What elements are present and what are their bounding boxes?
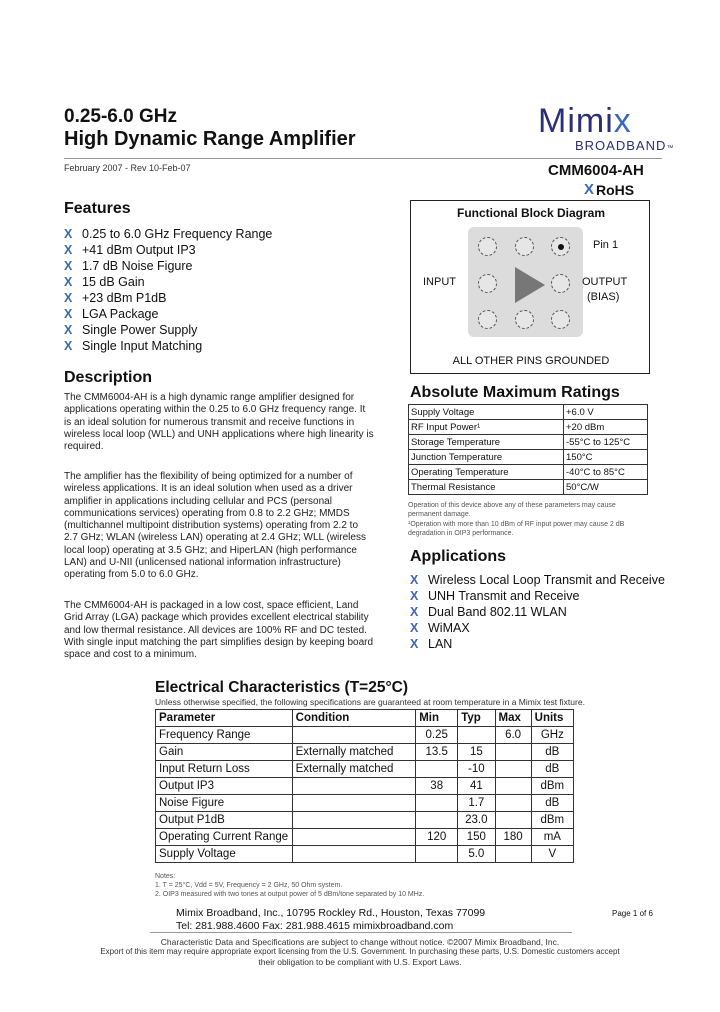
table-cell	[292, 795, 416, 812]
table-cell: dBm	[531, 778, 573, 795]
table-cell: 23.0	[458, 812, 495, 829]
rating-parameter: Storage Temperature	[409, 435, 564, 450]
application-item	[410, 588, 665, 604]
table-row	[156, 727, 574, 744]
feature-item-text: +23 dBm P1dB	[82, 291, 167, 305]
table-row	[156, 778, 574, 795]
rating-parameter: Operating Temperature	[409, 465, 564, 480]
abs-max-row	[409, 465, 648, 480]
feature-item	[64, 338, 272, 354]
table-cell: 38	[416, 778, 458, 795]
table-cell: Externally matched	[292, 761, 416, 778]
feature-item	[64, 290, 272, 306]
pin1-dot-icon	[558, 244, 564, 250]
table-cell: GHz	[531, 727, 573, 744]
rating-value: +6.0 V	[564, 405, 648, 420]
application-item	[410, 620, 665, 636]
functional-block-diagram	[410, 200, 650, 374]
abs-max-row	[409, 405, 648, 420]
table-cell	[292, 812, 416, 829]
rating-value: 50°C/W	[564, 480, 648, 495]
footer-company-address: Mimix Broadband, Inc., 10795 Rockley Rd., Houston, Texas 77099	[176, 907, 486, 919]
table-cell: Operating Current Range	[156, 829, 293, 846]
column-header: Parameter	[156, 710, 293, 727]
amplifier-triangle-icon	[515, 267, 545, 303]
bullet-x-icon: X	[64, 227, 73, 241]
bullet-x-icon: X	[64, 275, 73, 289]
table-cell: 5.0	[458, 846, 495, 863]
abs-max-note-2: ¹Operation with more than 10 dBm of RF input power may cause 2 dB degradation in OIP3 performance.	[408, 521, 625, 537]
table-cell: 150	[458, 829, 495, 846]
table-cell	[416, 846, 458, 863]
rating-value: -40°C to 85°C	[564, 465, 648, 480]
rating-parameter: RF Input Power¹	[409, 420, 564, 435]
table-row	[156, 846, 574, 863]
trademark-mark: ™	[666, 145, 675, 152]
rohs-x-icon: X	[584, 181, 595, 198]
part-number: CMM6004-AH	[548, 162, 644, 179]
rating-value: +20 dBm	[564, 420, 648, 435]
feature-item-text: 0.25 to 6.0 GHz Frequency Range	[82, 227, 273, 241]
feature-item-text: Single Input Matching	[82, 339, 203, 353]
description-paragraph-2: The amplifier has the flexibility of being optimized for a number of wireless applications. It is an ideal solution when used as a driver amplifier in applications including cellular and PCS (personal communications services) operating from 0.8 to 2.2 GHz; MMDS (multichannel multipoint distribution systems) operating from 2.2 to 2.7 GHz; WLAN (wireless LAN) operating at 2.4 GHz; WLL (wireless local loop) operating at 3.5 GHz; and HiperLAN (high performance LAN) and U-NII (unlicensed national information infrastructure) operating from 5.0 to 6.0 GHz.	[64, 471, 366, 581]
table-cell: Externally matched	[292, 744, 416, 761]
rating-value: -55°C to 125°C	[564, 435, 648, 450]
table-cell: dB	[531, 795, 573, 812]
bullet-x-icon: X	[410, 605, 419, 619]
bullet-x-icon: X	[64, 323, 73, 337]
application-item-text: LAN	[428, 637, 453, 651]
feature-item	[64, 322, 272, 338]
application-item-text: WiMAX	[428, 621, 470, 635]
applications-list	[410, 572, 665, 652]
table-cell: 13.5	[416, 744, 458, 761]
rating-parameter: Thermal Resistance	[409, 480, 564, 495]
table-cell	[416, 812, 458, 829]
application-item-text: UNH Transmit and Receive	[428, 589, 580, 603]
features-list	[64, 226, 272, 354]
column-header: Min	[416, 710, 458, 727]
table-cell	[292, 829, 416, 846]
header-rule	[64, 158, 662, 159]
table-cell	[416, 761, 458, 778]
bullet-x-icon: X	[64, 307, 73, 321]
electrical-heading: Electrical Characteristics (T=25°C)	[155, 679, 409, 696]
feature-item-text: LGA Package	[82, 307, 159, 321]
package-pin-input	[478, 274, 497, 293]
electrical-note-1: 1. T = 25°C, Vdd = 5V, Frequency = 2 GHz, 50 Ohm system.	[155, 882, 343, 889]
abs-max-table	[408, 404, 648, 495]
table-cell: V	[531, 846, 573, 863]
electrical-subtitle: Unless otherwise specified, the following specifications are guaranteed at room temperature in a Mimix test fixture.	[155, 697, 585, 707]
feature-item-text: 15 dB Gain	[82, 275, 145, 289]
table-cell	[495, 744, 531, 761]
logo-x-mark: x	[613, 102, 632, 140]
rating-parameter: Junction Temperature	[409, 450, 564, 465]
table-cell: Frequency Range	[156, 727, 293, 744]
feature-item-text: Single Power Supply	[82, 323, 198, 337]
bullet-x-icon: X	[64, 243, 73, 257]
package-pin-1	[551, 237, 570, 256]
table-row	[156, 744, 574, 761]
electrical-notes-heading: Notes:	[155, 873, 176, 880]
column-header: Condition	[292, 710, 416, 727]
table-cell: 0.25	[416, 727, 458, 744]
description-heading: Description	[64, 369, 153, 386]
logo-text: Mimi	[538, 102, 614, 140]
bullet-x-icon: X	[64, 339, 73, 353]
table-row	[156, 795, 574, 812]
company-logo	[538, 102, 632, 141]
bias-label: (BIAS)	[587, 291, 620, 303]
application-item-text: Wireless Local Loop Transmit and Receive	[428, 573, 665, 587]
feature-item	[64, 242, 272, 258]
package-pin	[515, 310, 534, 329]
date-revision: February 2007 - Rev 10-Feb-07	[64, 163, 191, 173]
table-row	[156, 812, 574, 829]
table-cell: -10	[458, 761, 495, 778]
footer-contact: Tel: 281.988.4600 Fax: 281.988.4615 mimixbroadband.com	[176, 920, 454, 932]
package-pin	[515, 237, 534, 256]
feature-item	[64, 274, 272, 290]
rating-parameter: Supply Voltage	[409, 405, 564, 420]
table-cell: 1.7	[458, 795, 495, 812]
feature-item	[64, 226, 272, 242]
table-cell	[292, 778, 416, 795]
bullet-x-icon: X	[64, 291, 73, 305]
table-cell	[495, 778, 531, 795]
footer-disclaimer-3: their obligation to be compliant with U.S. Export Laws.	[258, 957, 462, 967]
abs-max-row	[409, 435, 648, 450]
table-cell: Output IP3	[156, 778, 293, 795]
bullet-x-icon: X	[410, 573, 419, 587]
table-header-row	[156, 710, 574, 727]
application-item	[410, 636, 665, 652]
table-cell: dB	[531, 744, 573, 761]
pin1-label: Pin 1	[593, 239, 619, 251]
package-pin	[478, 237, 497, 256]
table-cell	[495, 761, 531, 778]
table-cell: Input Return Loss	[156, 761, 293, 778]
package-pin-output	[551, 274, 570, 293]
output-label: OUTPUT	[582, 276, 628, 288]
table-cell: 41	[458, 778, 495, 795]
applications-heading: Applications	[410, 548, 507, 565]
rating-value: 150°C	[564, 450, 648, 465]
package-pin	[551, 310, 570, 329]
table-row	[156, 761, 574, 778]
table-cell: Noise Figure	[156, 795, 293, 812]
doc-title-frequency: 0.25-6.0 GHz	[64, 106, 177, 127]
package-pin	[478, 310, 497, 329]
rohs-badge: RoHS	[596, 182, 635, 198]
table-cell: dBm	[531, 812, 573, 829]
abs-max-heading: Absolute Maximum Ratings	[410, 384, 620, 401]
table-cell: 120	[416, 829, 458, 846]
abs-max-note-1: Operation of this device above any of these parameters may cause permanent damage.	[408, 502, 616, 518]
lga-package-outline	[468, 227, 583, 337]
table-cell: mA	[531, 829, 573, 846]
abs-max-row	[409, 450, 648, 465]
grounded-pins-label: ALL OTHER PINS GROUNDED	[452, 355, 610, 367]
feature-item	[64, 258, 272, 274]
page-number: Page 1 of 6	[612, 909, 653, 918]
table-cell: Gain	[156, 744, 293, 761]
footer-disclaimer-1: Characteristic Data and Specifications are subject to change without notice. ©2007 Mimix Broadband, Inc.	[160, 937, 560, 947]
feature-item-text: +41 dBm Output IP3	[82, 243, 196, 257]
bullet-x-icon: X	[410, 589, 419, 603]
table-cell: 6.0	[495, 727, 531, 744]
feature-item	[64, 306, 272, 322]
table-cell	[458, 727, 495, 744]
description-paragraph-1: The CMM6004-AH is a high dynamic range amplifier designed for applications operating within the 0.25 to 6.0 GHz frequency range. It is an ideal solution for numerous transmit and receive functions in wireless local loop (WLL) and UNH applications where high linearity is required.	[64, 392, 374, 453]
logo-subtitle: BROADBAND™	[575, 138, 675, 153]
table-row	[156, 829, 574, 846]
table-cell	[416, 795, 458, 812]
table-cell: Supply Voltage	[156, 846, 293, 863]
table-cell	[495, 795, 531, 812]
table-cell	[495, 846, 531, 863]
column-header: Max	[495, 710, 531, 727]
table-cell: 15	[458, 744, 495, 761]
table-cell	[292, 727, 416, 744]
application-item-text: Dual Band 802.11 WLAN	[428, 605, 567, 619]
column-header: Units	[531, 710, 573, 727]
table-cell: 180	[495, 829, 531, 846]
feature-item-text: 1.7 dB Noise Figure	[82, 259, 193, 273]
bullet-x-icon: X	[410, 637, 419, 651]
features-heading: Features	[64, 200, 131, 217]
input-label: INPUT	[423, 276, 456, 288]
table-cell: Output P1dB	[156, 812, 293, 829]
bullet-x-icon: X	[410, 621, 419, 635]
electrical-table	[155, 709, 574, 863]
bullet-x-icon: X	[64, 259, 73, 273]
doc-title-product: High Dynamic Range Amplifier	[64, 128, 356, 150]
block-diagram-title: Functional Block Diagram	[456, 206, 606, 220]
footer-rule	[150, 932, 572, 933]
table-cell	[495, 812, 531, 829]
footer-disclaimer-2: Export of this item may require appropriate export licensing from the U.S. Government. In purchasing these parts, U.S. Domestic customers accept	[100, 947, 620, 956]
abs-max-row	[409, 420, 648, 435]
application-item	[410, 572, 665, 588]
table-cell	[292, 846, 416, 863]
table-cell: dB	[531, 761, 573, 778]
application-item	[410, 604, 665, 620]
abs-max-row	[409, 480, 648, 495]
electrical-note-2: 2. OIP3 measured with two tones at output power of 5 dBm/tone separated by 10 MHz.	[155, 891, 425, 898]
description-paragraph-3: The CMM6004-AH is packaged in a low cost, space efficient, Land Grid Array (LGA) package which provides excellent electrical stability and low thermal resistance. All devices are 100% RF and DC tested. With single input matching the part simplifies design by keeping board space and cost to a minimum.	[64, 600, 374, 661]
column-header: Typ	[458, 710, 495, 727]
